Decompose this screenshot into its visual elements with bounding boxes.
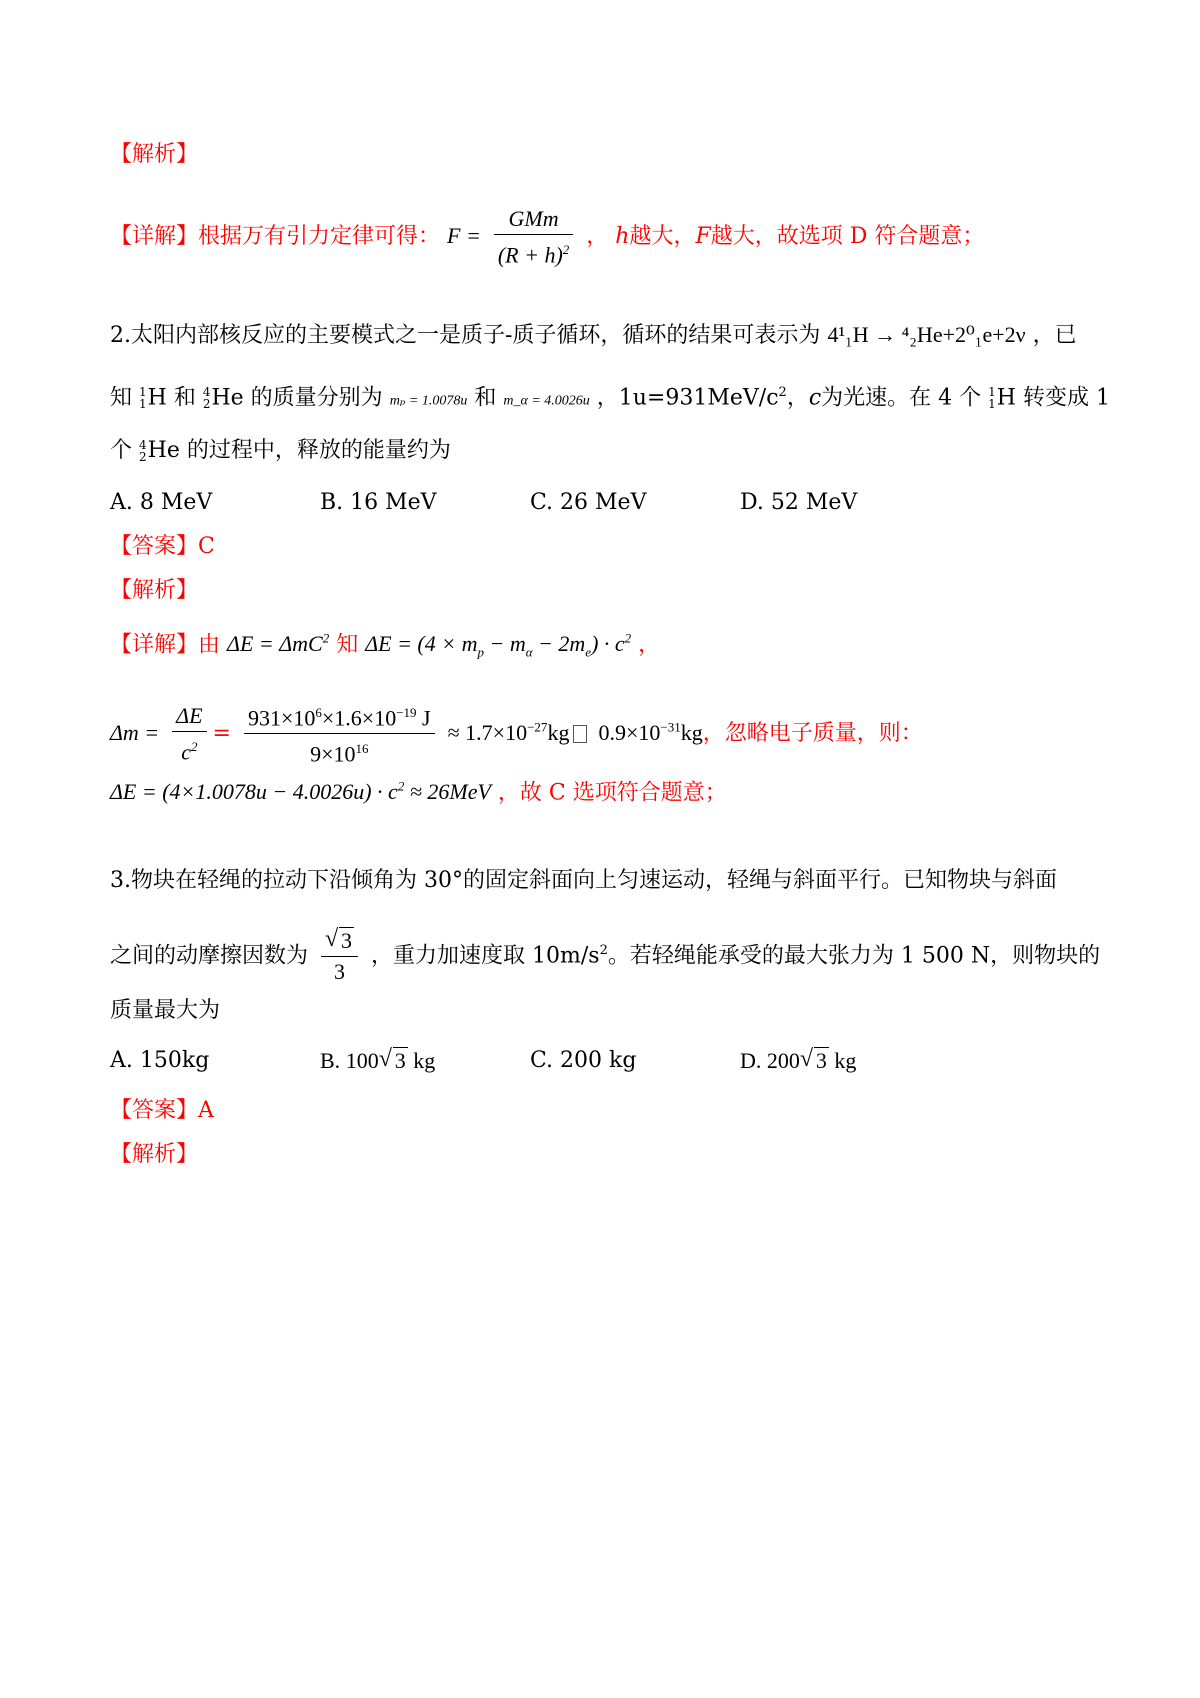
- text-segment: 之间的动摩擦因数为: [110, 943, 309, 969]
- comma: ，: [586, 224, 609, 250]
- approx-unit: kg: [547, 719, 570, 745]
- isotope-he4: 4 2: [202, 385, 211, 412]
- q1-detail-line: [110, 206, 984, 268]
- q2-stem-line1: [110, 320, 1077, 351]
- option-coef: 200: [766, 1048, 800, 1073]
- text-segment: 为光速。在 4 个: [821, 385, 982, 411]
- option-unit: kg: [834, 1048, 857, 1073]
- analysis-tag: 【解析】: [110, 142, 199, 167]
- q1-analysis-heading: [110, 140, 198, 170]
- fraction-numerator: [244, 700, 435, 734]
- ignore-electron-text: ，忽略电子质量，则：: [702, 720, 923, 746]
- approx-unit: kg: [680, 719, 703, 745]
- option-coef: 100: [345, 1048, 379, 1073]
- final-part: ≈ 26MeV: [404, 779, 491, 805]
- approx-part: 0.9×10: [598, 719, 661, 745]
- q3-answer: [110, 1096, 214, 1126]
- placeholder-box: [573, 725, 587, 743]
- text-segment: 和: [474, 385, 497, 411]
- q3-option-c: C. 200 kg: [530, 1048, 637, 1073]
- text-segment: H 转变成 1: [996, 385, 1110, 411]
- text-segment: He 的质量分别为: [211, 385, 383, 411]
- final-formula: $\Delta E = (4\times 1.0078u - 4.0026u) \cdot c^2 \approx 26MeV$: [110, 779, 491, 805]
- option-unit: kg: [413, 1048, 436, 1073]
- q3-option-d: [740, 1048, 856, 1074]
- denominator-exponent: 2: [562, 242, 570, 257]
- text-segment: ，1u=931MeV/c: [596, 385, 779, 411]
- isotope-h1: 1 1: [139, 385, 147, 412]
- numerator-unit: J: [416, 705, 431, 731]
- numerator-part: ×1.6×10: [321, 705, 397, 731]
- var-F: F: [695, 224, 711, 250]
- isotope-h1: 1 1: [988, 385, 996, 412]
- fraction-numerator: [321, 928, 358, 957]
- approx-value1: [448, 720, 570, 745]
- mass-alpha: m_α = 4.0026u: [503, 393, 590, 409]
- approx-exponent: −27: [527, 719, 548, 735]
- q2-option-b: B. 16 MeV: [320, 490, 437, 515]
- q2-detail-line2: [110, 700, 923, 768]
- denominator-exponent: 16: [355, 741, 369, 757]
- analysis-tag: 【解析】: [110, 578, 199, 603]
- numerator-part: 931×10: [247, 705, 316, 731]
- text-segment: 。若轻绳能承受的最大张力为 1 500 N，则物块的: [607, 943, 1101, 969]
- fraction-numerator: GMm: [494, 206, 573, 235]
- q3-option-a: A. 150kg: [110, 1048, 210, 1073]
- q2-option-a: A. 8 MeV: [110, 490, 213, 515]
- denominator-text: c: [181, 738, 191, 764]
- formula-delta-e: $\Delta E = (4 \times m_p - m_\alpha - 2m_e) \cdot c^2$: [365, 631, 632, 660]
- formula-part: ΔE = (4 × m: [365, 631, 478, 657]
- approx-exponent: −31: [660, 719, 681, 735]
- option-label: D.: [740, 1048, 762, 1073]
- option-d-ref: D: [849, 224, 868, 250]
- formula-mass-energy: ΔE = ΔmC$^2$: [227, 631, 330, 657]
- detail-tag: 【详解】: [110, 224, 199, 250]
- approx-part: ≈ 1.7×10: [447, 719, 528, 745]
- answer-value: C: [198, 534, 215, 559]
- text-h: 越大，: [629, 224, 696, 250]
- numerator-exponent: −19: [396, 705, 417, 720]
- q2-option-c: C. 26 MeV: [530, 490, 647, 515]
- q2-analysis-heading: [110, 576, 198, 606]
- q3-analysis-heading: [110, 1140, 198, 1170]
- fraction-de-c2: [172, 703, 206, 765]
- radicand: 3: [815, 1048, 827, 1073]
- final-text: ，故 C 选项符合题意；: [497, 780, 727, 806]
- var-h: h: [615, 224, 630, 250]
- formula-part: ΔE = ΔmC: [227, 631, 323, 657]
- answer-tag: 【答案】: [110, 534, 199, 559]
- analysis-tag: 【解析】: [110, 1142, 199, 1167]
- text-segment: H 和: [147, 385, 196, 411]
- q3-stem-line3: 质量最大为: [110, 998, 221, 1023]
- denominator-text: 9×10: [310, 741, 356, 767]
- answer-value: A: [198, 1098, 214, 1123]
- equals-sign: =: [212, 720, 231, 746]
- option-label: B.: [320, 1048, 341, 1073]
- final-part: ΔE = (4×1.0078u − 4.0026u) · c: [110, 779, 398, 805]
- radicand: 3: [341, 928, 353, 953]
- q2-detail-line3: [110, 772, 727, 808]
- q2-stem-line2: 知 1 1 H 和 4 2 He 的质量分别为 mₚ = 1.0078u 和 m_α = 4.0026u ，$1u=931MeV/c^2$，c为光速。在 4 个 1 1 H 转变成 1: [110, 385, 1110, 412]
- formula-part: − m: [483, 631, 526, 657]
- q3-stem-line2: 之间的动摩擦因数为 √ $\frac{3}{3}$ ，重力加速度取 $10m/s^2$。若轻绳能承受的最大张力为 1 500 N，则物块的: [110, 928, 1100, 985]
- mass-proton: mₚ = 1.0078u: [389, 393, 468, 409]
- formula-f: F =: [447, 223, 481, 249]
- denominator-text: (R + h): [497, 242, 563, 268]
- q2-detail-line1: [110, 624, 660, 668]
- text-segment: 由: [198, 632, 221, 658]
- text-segment: ，: [786, 385, 809, 411]
- q2-stem-text: 2.太阳内部核反应的主要模式之一是质子-质子循环，循环的结果可表示为: [110, 323, 821, 348]
- q3-option-b: [320, 1048, 435, 1074]
- text-end: 符合题意；: [874, 224, 985, 250]
- q2-stem-tail: ，已: [1032, 323, 1077, 348]
- q2-answer: [110, 532, 215, 562]
- fraction-denominator: [494, 235, 573, 268]
- text-segment: He 的过程中，释放的能量约为: [147, 438, 451, 463]
- q2-stem-line3: [110, 436, 451, 466]
- text-segment: ，重力加速度取 10m/s: [371, 943, 600, 969]
- detail-tag: 【详解】: [110, 632, 199, 658]
- isotope-he4: 4 2: [139, 438, 147, 464]
- formula-part: ) · c: [591, 631, 625, 657]
- text-segment: ，: [638, 632, 661, 658]
- gravity-fraction: [494, 206, 573, 268]
- q2-reaction-equation: 4¹₁H → ⁴₂He+2⁰₁e+2ν: [827, 322, 1026, 347]
- radicand: 3: [394, 1048, 406, 1073]
- text-segment: 知: [110, 385, 133, 411]
- q2-option-d: D. 52 MeV: [740, 490, 858, 515]
- answer-tag: 【答案】: [110, 1098, 199, 1123]
- text-segment: 个: [110, 438, 133, 463]
- fraction-denominator: $c^2$: [181, 738, 198, 764]
- text-f: 越大，故选项: [710, 224, 843, 250]
- text-segment: 知: [336, 632, 359, 658]
- formula-part: − 2m: [532, 631, 586, 657]
- var-c: c: [808, 385, 822, 411]
- detail-text: 根据万有引力定律可得：: [198, 224, 441, 250]
- delta-m-label: Δm =: [110, 719, 160, 745]
- q3-stem-line1: 3.物块在轻绳的拉动下沿倾角为 30°的固定斜面向上匀速运动，轻绳与斜面平行。已知物块与斜面: [110, 868, 1057, 893]
- mu-fraction: [321, 928, 358, 985]
- fraction-denominator: 3: [334, 959, 346, 984]
- fraction-energy: [244, 700, 435, 768]
- fraction-denominator: [244, 734, 435, 767]
- fraction-numerator: ΔE: [172, 703, 206, 732]
- numerator-exponent: 6: [315, 705, 322, 720]
- approx-value2: [598, 720, 702, 745]
